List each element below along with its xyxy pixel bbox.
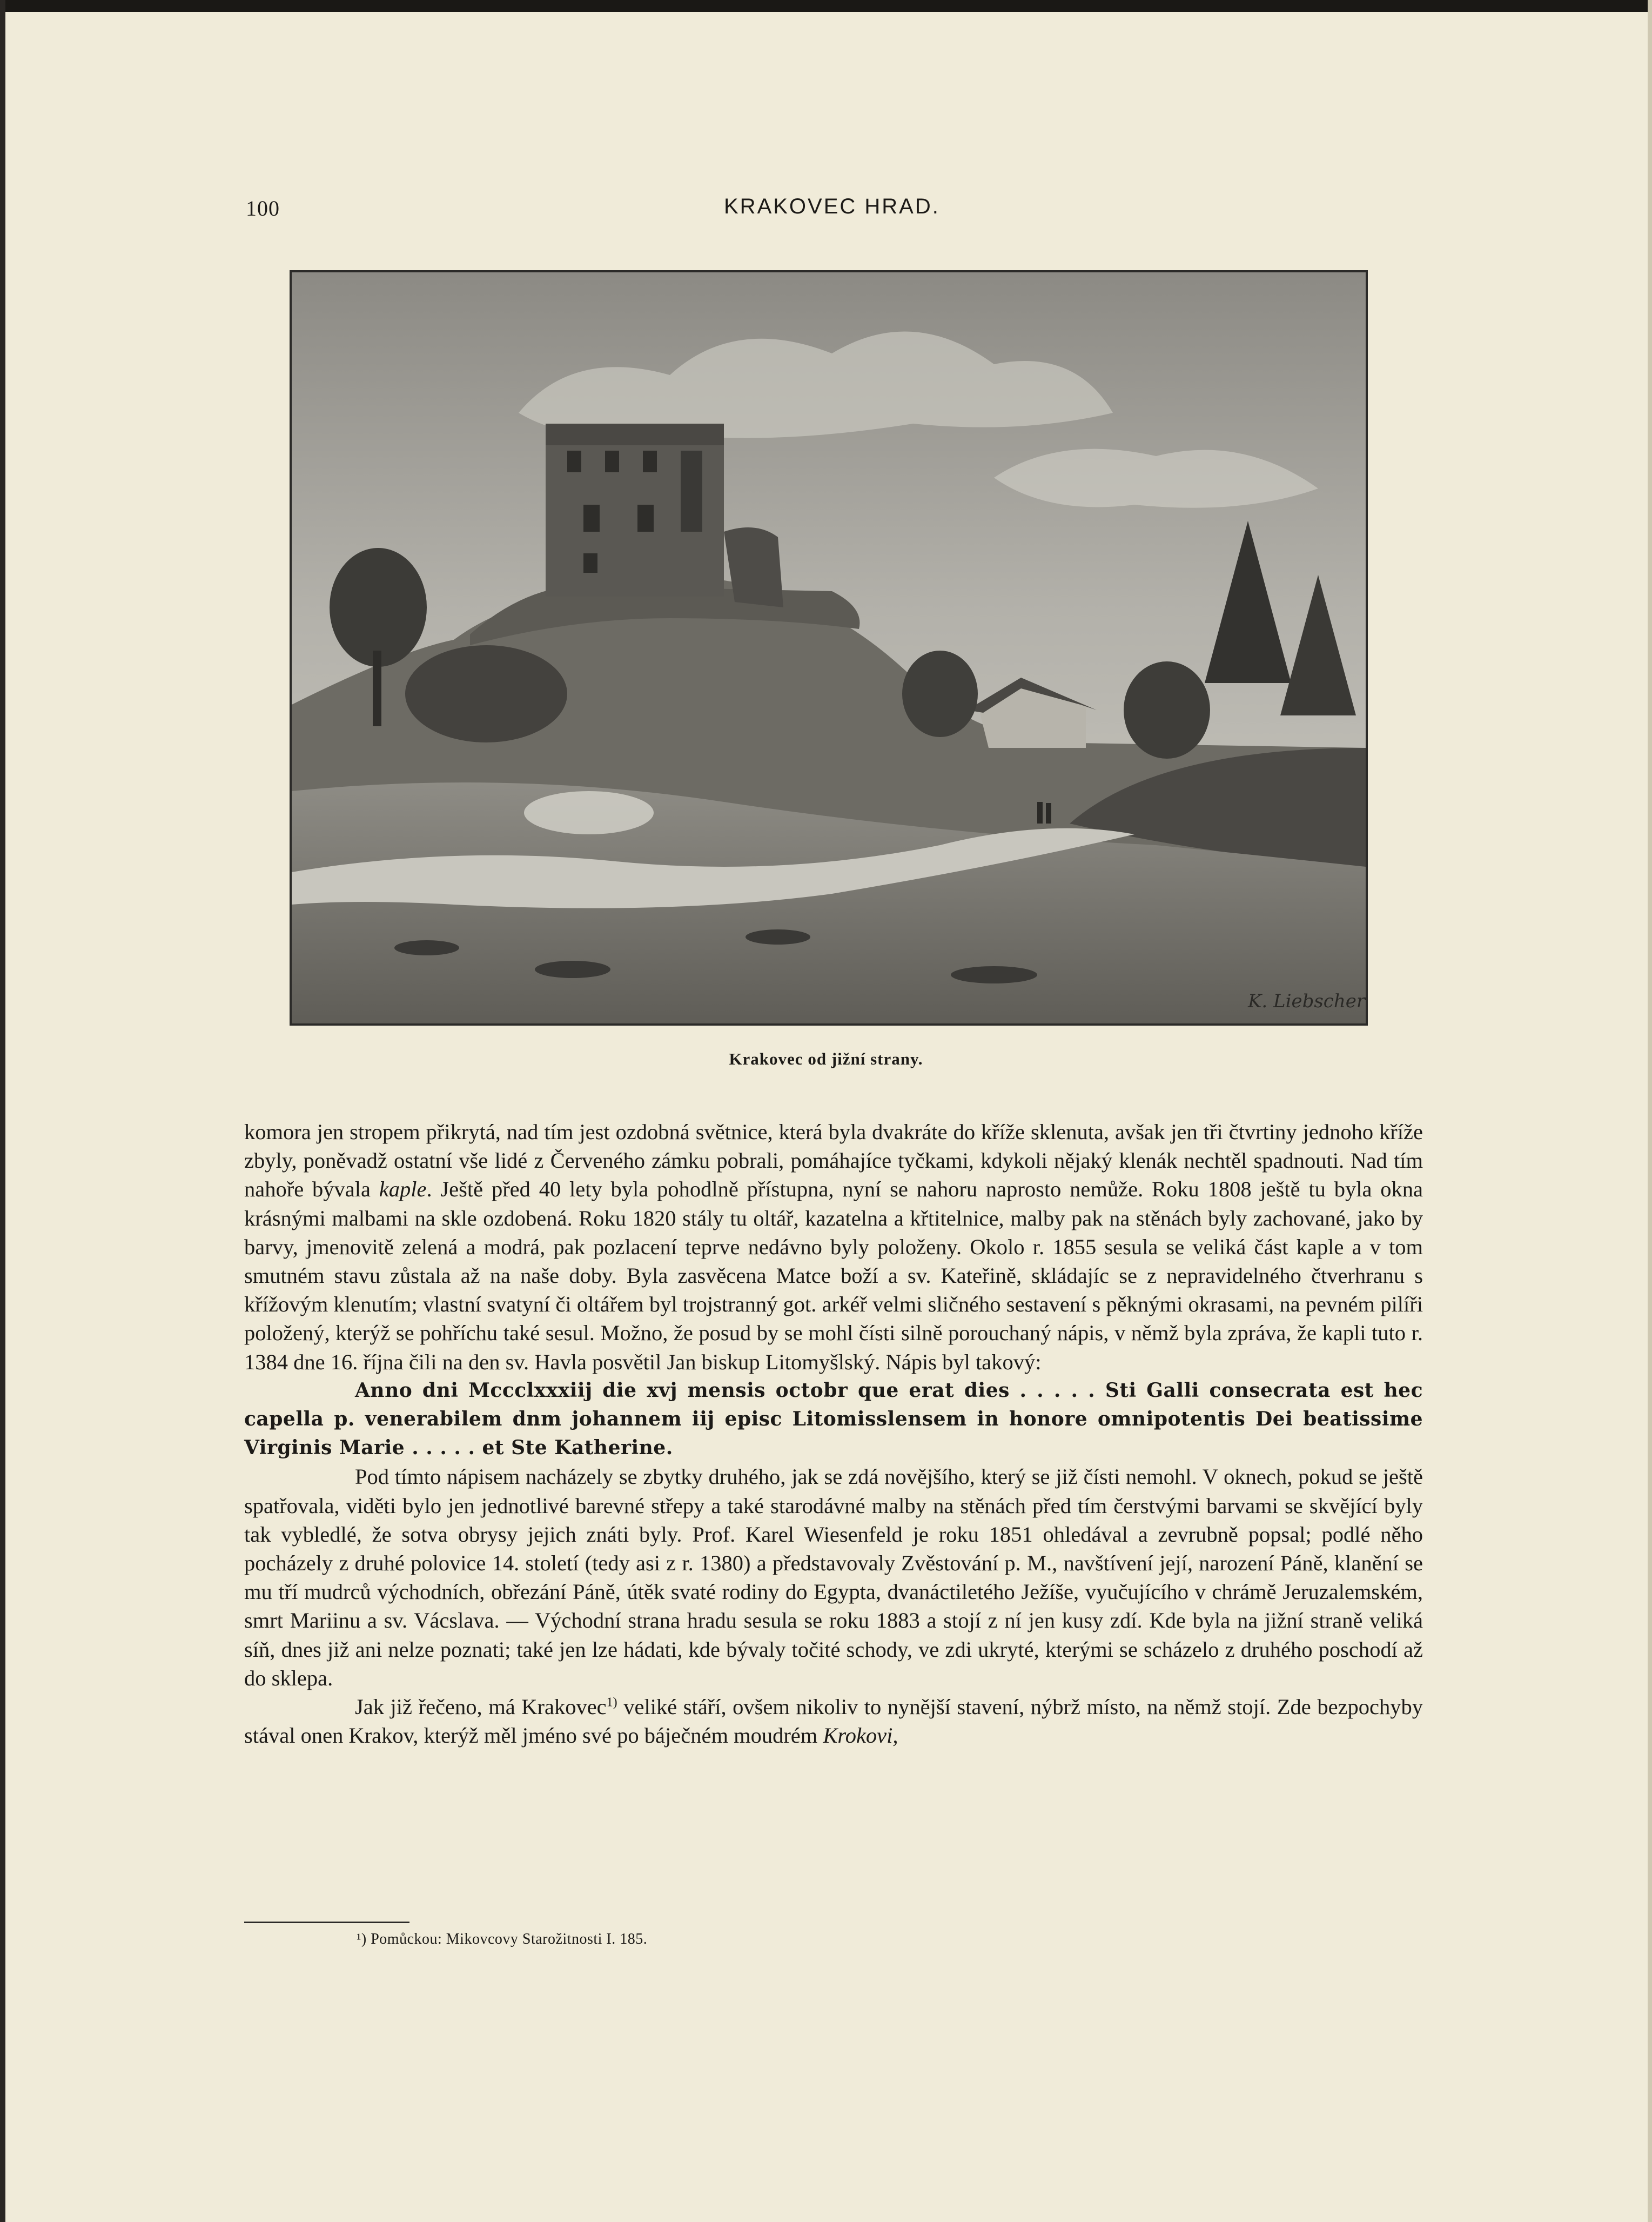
castle-illustration [290, 270, 1368, 1026]
page-number: 100 [246, 196, 280, 220]
artist-signature: K. Liebscher [1248, 990, 1366, 1012]
running-head: KRAKOVEC HRAD. [724, 195, 940, 218]
footnote-marker: 1) [606, 1695, 617, 1710]
paragraph-3: Jak již řečeno, má Krakovec$^{1)}$ veliké stáří, ovšem nikoliv to nynější stavení, nýbrž místo, na němž stojí. Zde bezpochyby stával onen Krakov, kterýž měl jméno své po báječném moudrém Krokovi, [244, 1695, 1423, 1748]
article-body [244, 1117, 1423, 1750]
paragraph-2: Pod tímto nápisem nacházely se zbytky druhého, jak se zdá novějšího, který se již čísti nemohl. V oknech, pokud se ještě spatřovala, viděti bylo jen jednotlivé barevné střepy a také starodávné malby na stěnách před tím čerstvými barvami se skvějící byly tak vybledlé, že sotva obrysy jejich znáti byly. Prof. Karel Wiesenfeld je roku 1851 ohledával a zevrubně popsal; podlé něho pocházely z druhé polovice 14. století (tedy asi z r. 1380) a představovaly Zvěstování p. M., navštívení její, narození Páně, klanění se mu tří mudrců východních, obřezání Páně, útěk svaté rodiny do Egypta, dvanáctiletého Ježíše, vyučujícího v chrámě Jeruzalemském, smrt Mariinu a sv. Vácslava. — Východní strana hradu sesula se roku 1883 a stojí z ní jen kusy zdí. Kde byla na jižní straně veliká síň, dnes již ani nelze poznati; také jen lze hádati, kde bývaly točité schody, ve zdi ukryté, kterými se scházelo z druhého poschodí až do sklepa. [244, 1464, 1423, 1690]
footnote-rule [244, 1922, 409, 1923]
scan-edge-top [0, 0, 1652, 12]
scan-edge-right [1648, 0, 1652, 2222]
latin-inscription: Anno dni Mccclxxxiij die xvj mensis octobr que erat dies . . . . . Sti Galli consecrata est hec capella p. venerabilem dnm johannem iij episc Litomisslensem in honore omnipotentis Dei beatissime Virginis Marie . . . . . et Ste Katherine. [244, 1378, 1423, 1460]
footnote: ¹) Pomůckou: Mikovcovy Starožitnosti I. 185. [357, 1931, 648, 1947]
scan-edge-left [0, 0, 5, 2222]
castle-ruin-engraving [292, 272, 1366, 1023]
paragraph-1: komora jen stropem přikrytá, nad tím jest ozdobná světnice, která byla dvakráte do kříže sklenuta, avšak jen tři čtvrtiny jednoho kříže zbyly, poněvadž ostatní vše lidé z Červeného zámku pobrali, pomáhajíce tyčkami, kdykoli nějaký klenák nechtěl spadnouti. Nad tím nahoře bývala kaple. Ještě před 40 lety byla pohodlně přístupna, nyní se nahoru naprosto nemůže. Roku 1808 ještě tu byla okna krásnými malbami na skle ozdobená. Roku 1820 stály tu oltář, kazatelna a křtitelnice, malby pak na stěnách byly zachované, jako by barvy, jmenovitě zelená a modrá, pak pozlacení teprve nedávno byly položeny. Okolo r. 1855 sesula se veliká část kaple a v tom smutném stavu zůstala až na naše doby. Byla zasvěcena Matce boží a sv. Kateřině, skládajíc se z nepravidelného čtverhranu s křížovým klenutím; vlastní svatyní či oltářem byl trojstranný got. arkéř velmi sličného sestavení s pěknými okrasami, na pevném pilíři položený, kterýž se pohříchu také sesul. Možno, že posud by se mohl čísti silně porouchaný nápis, v němž byla zpráva, že kapli tuto r. 1384 dne 16. října čili na den sv. Havla posvětil Jan biskup Litomyšlský. Nápis byl takový: [244, 1120, 1423, 1374]
figure-caption: Krakovec od jižní strany. [729, 1049, 923, 1068]
